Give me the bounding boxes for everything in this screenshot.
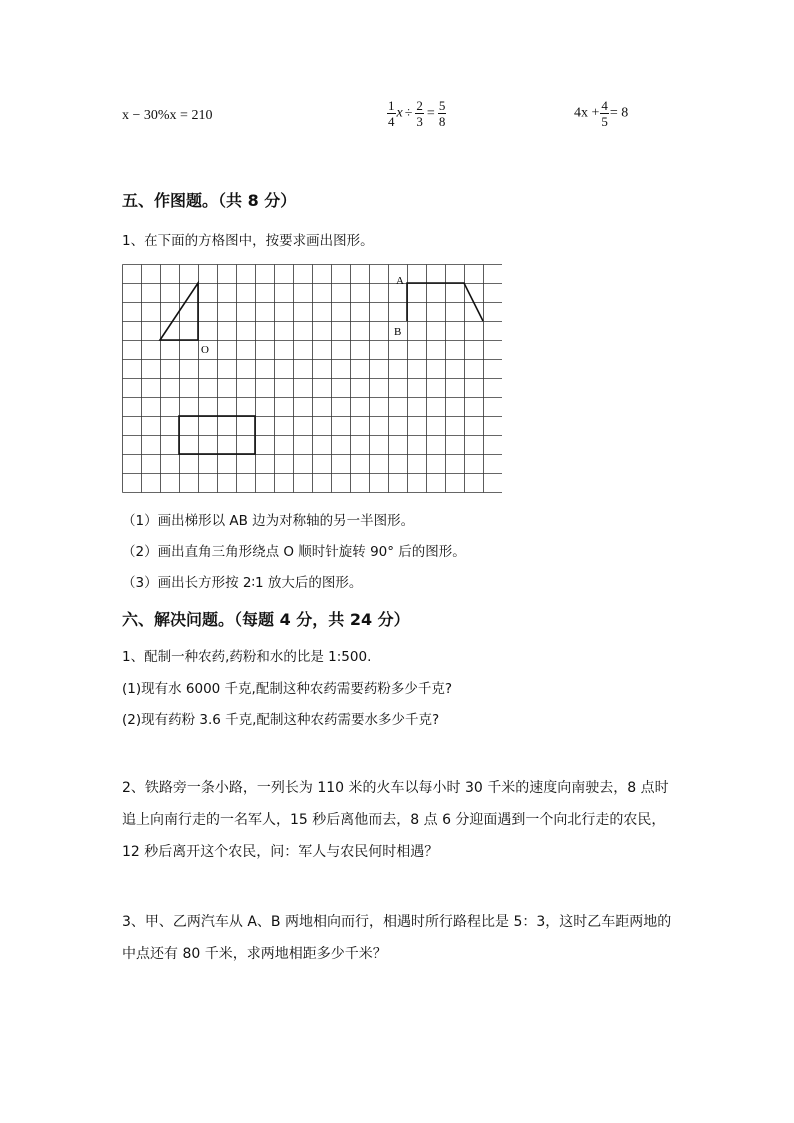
fraction-den: 5 — [601, 114, 608, 129]
fraction-den: 3 — [416, 114, 423, 129]
grid-figure — [122, 264, 502, 494]
fraction-num: 1 — [388, 98, 395, 113]
operator-divide: ÷ — [404, 105, 413, 121]
equation-2 — [386, 98, 447, 129]
fraction-den: 4 — [388, 114, 395, 129]
fraction-num: 5 — [438, 98, 446, 113]
equation-1 — [122, 108, 212, 124]
sub-question-2: （2）画出直角三角形绕点 O 顺时针旋转 90° 后的图形。 — [122, 544, 466, 560]
fraction-num: 4 — [601, 98, 608, 113]
grid-lines — [123, 265, 503, 493]
fraction-5-8 — [438, 98, 447, 129]
label-o: O — [201, 344, 209, 356]
section-5-title: 五、作图题。（共 8 分） — [122, 191, 297, 210]
question-6-2: 2、铁路旁一条小路，一列长为 110 米的火车以每小时 30 千米的速度向南驶去，8 点时追上向南行走的一名军人，15 秒后离他而去，8 点 6 分迎面遇到一个向北行走的农民，12 秒后离开这个农民，问：军人与农民何时相遇？ — [122, 780, 669, 860]
fraction-den: 8 — [438, 114, 446, 129]
operator-equals: = — [426, 105, 435, 121]
fraction-2-3 — [415, 98, 424, 129]
question-6-1-a: (1)现有水 6000 千克,配制这种农药需要药粉多少千克? — [122, 681, 453, 697]
question-5-1: 1、在下面的方格图中，按要求画出图形。 — [122, 233, 374, 249]
variable-x: x — [396, 105, 403, 121]
right-triangle — [160, 283, 198, 340]
equation-3 — [574, 98, 628, 129]
question-6-1: 1、配制一种农药,药粉和水的比是 1:500. — [122, 649, 372, 665]
sub-question-3: （3）画出长方形按 2∶1 放大后的图形。 — [122, 575, 363, 591]
fraction-4-5 — [600, 98, 609, 129]
fraction-num: 2 — [416, 98, 423, 113]
equation-3-right: = 8 — [609, 105, 629, 121]
question-6-1-b: (2)现有药粉 3.6 千克,配制这种农药需要水多少千克? — [122, 712, 440, 728]
label-b: B — [394, 326, 402, 338]
section-6-title: 六、解决问题。（每题 4 分，共 24 分） — [122, 610, 410, 629]
equation-1-text: x − 30%x = 210 — [122, 108, 213, 123]
rectangle — [179, 416, 255, 454]
question-6-3: 3、甲、乙两汽车从 A、B 两地相向而行，相遇时所行路程比是 5：3，这时乙车距两地的中点还有 80 千米，求两地相距多少千米？ — [122, 914, 672, 962]
trapezoid-half — [407, 283, 483, 321]
sub-question-1: （1）画出梯形以 AB 边为对称轴的另一半图形。 — [122, 513, 415, 529]
equation-3-left: 4x + — [574, 105, 600, 121]
label-a: A — [396, 275, 404, 287]
fraction-1-4 — [387, 98, 396, 129]
